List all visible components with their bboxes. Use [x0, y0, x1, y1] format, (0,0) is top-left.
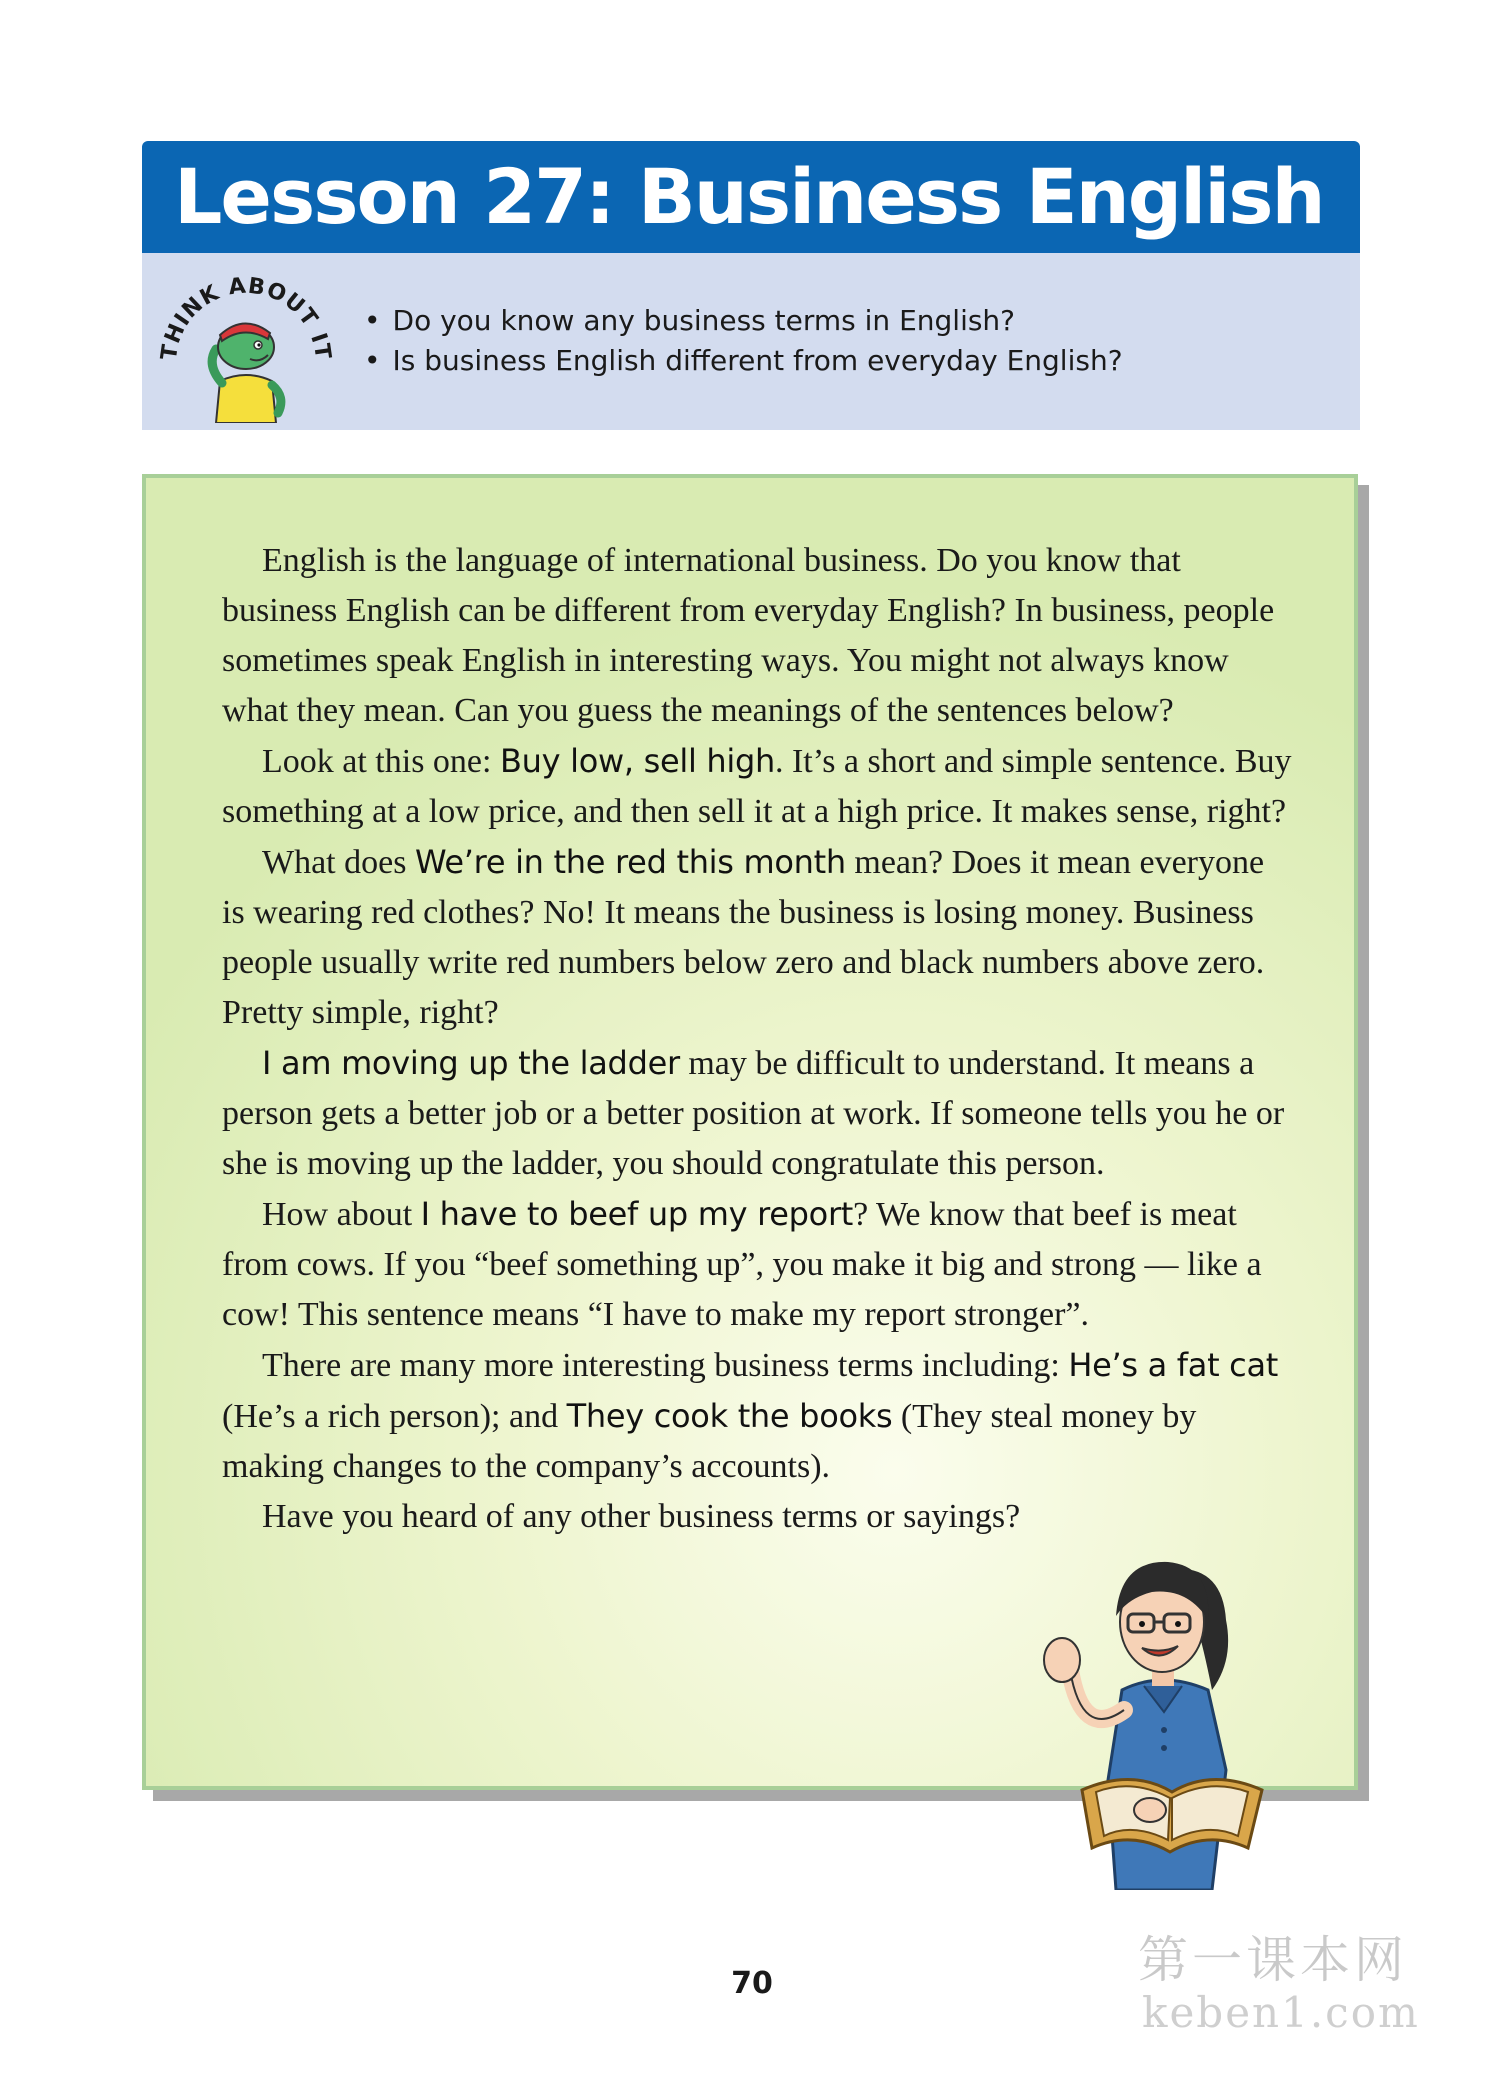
watermark-url: keben1.com [1142, 1988, 1420, 2037]
paragraph-5-text-b: ? We know that beef is meat from cows. If you “beef something up”, you make it big and strong — like a cow! This sentence means “I have to make my report stronger”. [222, 1196, 1262, 1333]
paragraph-5-text-a: How about [262, 1196, 421, 1233]
paragraph-3-text-a: What does [262, 844, 415, 881]
reading-passage [222, 536, 1292, 1542]
think-about-it-turtle-icon [154, 273, 344, 423]
business-term-fat-cat: He’s a fat cat [1068, 1346, 1279, 1384]
think-about-it-badge-label: THINK ABOUT IT [156, 273, 336, 362]
paragraph-3-text-b: mean? Does it mean everyone is wearing red clothes? No! It means the business is losing money. Business people usually write red numbers below zero and black numbers above zero. Pretty simple, right? [222, 844, 1265, 1031]
lesson-title: Lesson 27: Business English [174, 152, 1324, 241]
paragraph-6-text-c: (They steal money by making changes to the company’s accounts). [222, 1398, 1197, 1485]
paragraph-2-text-b: . It’s a short and simple sentence. Buy something at a low price, and then sell it at a high price. It makes sense, right? [222, 743, 1292, 830]
paragraph-7: Have you heard of any other business terms or sayings? [262, 1498, 1021, 1535]
paragraph-1: English is the language of international business. Do you know that business English can be different from everyday English? In business, people sometimes speak English in interesting ways. You might not always know what they mean. Can you guess the meanings of the sentences below? [222, 542, 1275, 729]
think-about-it-box [142, 253, 1360, 430]
business-term-cook-the-books: They cook the books [566, 1397, 893, 1435]
think-about-it-questions [364, 301, 1123, 381]
paragraph-3 [222, 837, 1292, 1038]
business-term-beef-up: I have to beef up my report [420, 1195, 854, 1233]
page-number: 70 [731, 1966, 773, 2001]
lesson-title-bar [142, 141, 1360, 253]
watermark-chinese: 第一课本网 [1138, 1931, 1408, 1989]
paragraph-6-text-a: There are many more interesting business terms including: [262, 1347, 1069, 1384]
paragraph-6 [222, 1340, 1292, 1492]
think-question-2: • Is business English different from everyday English? [364, 341, 1123, 381]
teacher-illustration [1012, 1540, 1302, 1890]
paragraph-2 [222, 736, 1292, 837]
paragraph-2-text-a: Look at this one: [262, 743, 500, 780]
paragraph-4-text-b: may be difficult to understand. It means a person gets a better job or a better position at work. If someone tells you he or she is moving up the ladder, you should congratulate this person. [222, 1045, 1285, 1182]
paragraph-5 [222, 1189, 1292, 1340]
paragraph-6-text-b: (He’s a rich person); and [222, 1398, 567, 1435]
think-question-1: • Do you know any business terms in English? [364, 301, 1123, 341]
paragraph-4 [222, 1038, 1292, 1189]
business-term-moving-up-ladder: I am moving up the ladder [262, 1044, 680, 1082]
business-term-buy-low: Buy low, sell high [499, 742, 775, 780]
business-term-in-the-red: We’re in the red this month [414, 843, 846, 881]
